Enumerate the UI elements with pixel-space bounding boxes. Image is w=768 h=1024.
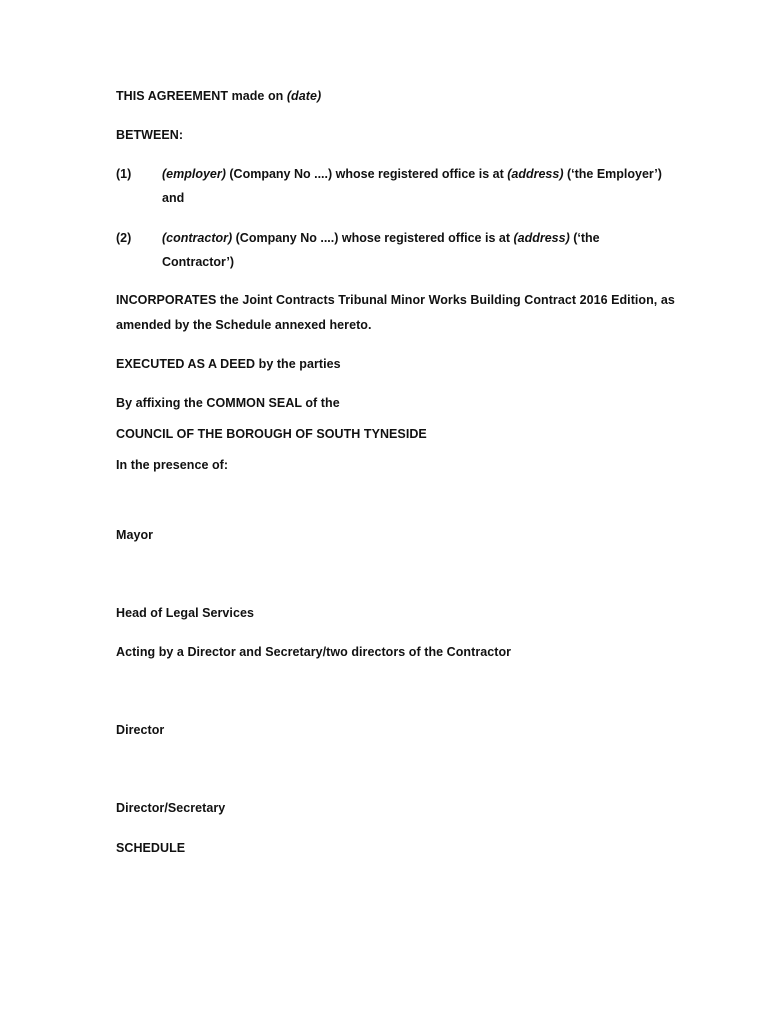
agreement-intro	[116, 88, 321, 104]
party-2-role-cont: Contractor	[162, 255, 227, 269]
signatory-acting: Acting by a Director and Secretary/two directors of the Contractor	[116, 645, 512, 659]
executed-as-deed: EXECUTED AS A DEED by the parties	[116, 357, 341, 371]
party-1-company: (Company No ....) whose registered office is at	[225, 167, 508, 181]
party-1-role-open: (‘	[563, 167, 575, 181]
party-1-number: (1)	[116, 167, 132, 181]
incorporates-line-1: INCORPORATES the Joint Contracts Tribunal Minor Works Building Contract 2016 Edition, as	[116, 293, 675, 307]
party-2-role: the	[580, 231, 600, 245]
schedule-heading: SCHEDULE	[116, 841, 186, 855]
party-2-line-2	[162, 254, 234, 270]
party-2-role-close: ’)	[226, 255, 234, 269]
party-2-role-open: (‘	[569, 231, 581, 245]
party-1-line-2: and	[162, 191, 185, 205]
party-2-address: (address)	[513, 231, 570, 245]
between-label: BETWEEN:	[116, 128, 184, 142]
party-1-address: (address)	[507, 167, 564, 181]
incorporates-line-2: amended by the Schedule annexed hereto.	[116, 318, 372, 332]
agreement-intro-prefix: THIS AGREEMENT made on	[116, 89, 287, 103]
party-1-name: (employer)	[162, 167, 226, 181]
seal-line-1: By affixing the COMMON SEAL of the	[116, 396, 340, 410]
party-2-line-1	[162, 230, 600, 246]
party-2-number: (2)	[116, 231, 132, 245]
seal-line-3: In the presence of:	[116, 458, 229, 472]
party-1-line-1	[162, 166, 662, 182]
signatory-head-legal: Head of Legal Services	[116, 606, 254, 620]
seal-line-2: COUNCIL OF THE BOROUGH OF SOUTH TYNESIDE	[116, 427, 427, 441]
signatory-director-secretary: Director/Secretary	[116, 801, 226, 815]
party-2-company: (Company No ....) whose registered office is at	[232, 231, 514, 245]
party-1-role: the Employer	[574, 167, 655, 181]
agreement-date-placeholder: (date)	[286, 89, 322, 103]
signatory-director: Director	[116, 723, 165, 737]
party-1-role-close: ’)	[654, 167, 662, 181]
party-2-name: (contractor)	[162, 231, 233, 245]
signatory-mayor: Mayor	[116, 528, 154, 542]
